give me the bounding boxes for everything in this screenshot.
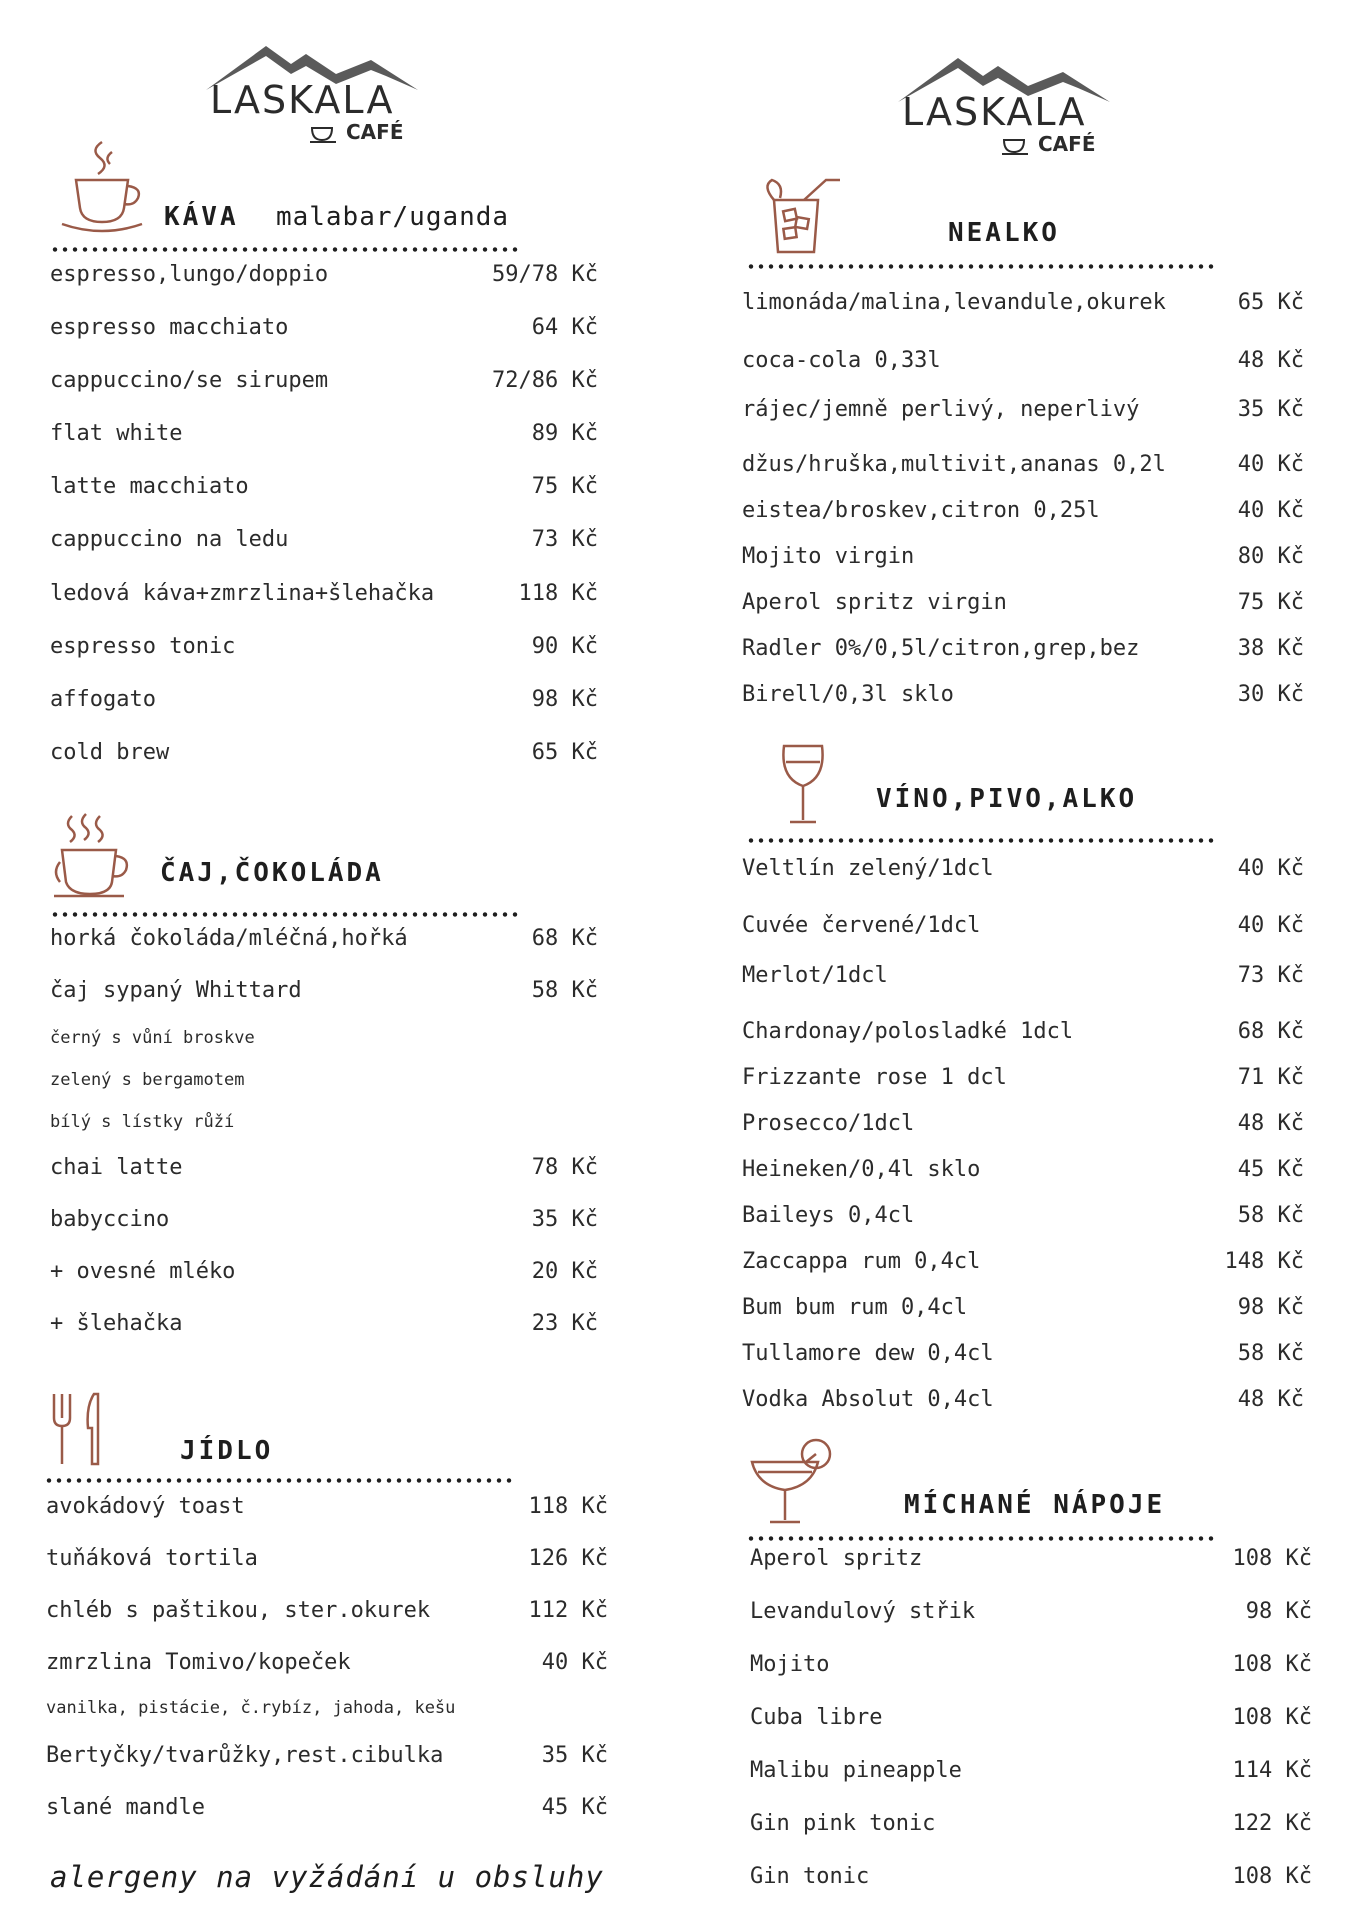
item-price: 23 Kč: [531, 1311, 598, 1336]
section-title-text: KÁVA: [164, 202, 239, 232]
logo-cafe: CAFÉ: [1038, 132, 1096, 156]
item-name: + šlehačka: [50, 1311, 183, 1336]
item-name: Aperol spritz: [750, 1546, 923, 1571]
item-price: 108 Kč: [1232, 1864, 1312, 1889]
item-name: horká čokoláda/mléčná,hořká: [50, 926, 408, 951]
item-price: 98 Kč: [1237, 1295, 1304, 1320]
menu-item: [742, 1157, 1304, 1182]
item-name: flat white: [50, 421, 183, 446]
menu-item: [742, 290, 1304, 315]
item-price: 78 Kč: [531, 1155, 598, 1180]
item-name: eistea/broskev,citron 0,25l: [742, 498, 1100, 523]
item-name: Zaccappa rum 0,4cl: [742, 1249, 981, 1274]
menu-item: [50, 421, 598, 446]
item-price: 112 Kč: [528, 1598, 608, 1623]
menu-item: [742, 1249, 1304, 1274]
divider: [746, 1536, 1216, 1541]
item-name: džus/hruška,multivit,ananas 0,2l: [742, 452, 1166, 477]
item-name: ledová káva+zmrzlina+šlehačka: [50, 581, 435, 606]
logo-cup-icon: [1000, 136, 1034, 156]
menu-item: [50, 262, 598, 287]
item-name: espresso tonic: [50, 634, 236, 659]
menu-item: [50, 1155, 598, 1180]
item-name: Bertyčky/tvarůžky,rest.cibulka: [46, 1743, 444, 1768]
menu-item: [742, 348, 1304, 373]
item-name: limonáda/malina,levandule,okurek: [742, 290, 1166, 315]
item-price: 20 Kč: [531, 1259, 598, 1284]
item-price: 80 Kč: [1237, 544, 1304, 569]
item-price: 89 Kč: [531, 421, 598, 446]
menu-item: [742, 856, 1304, 881]
item-name: + ovesné mléko: [50, 1259, 236, 1284]
logo-name: LASKALA: [210, 78, 395, 122]
menu-item: [50, 687, 598, 712]
item-price: 90 Kč: [531, 634, 598, 659]
item-price: 72/86 Kč: [492, 368, 598, 393]
menu-item: [50, 1207, 598, 1232]
logo-name: LASKALA: [902, 90, 1087, 134]
item-price: 122 Kč: [1232, 1811, 1312, 1836]
section-title-caj: ČAJ,ČOKOLÁDA: [160, 858, 384, 888]
item-name: Bum bum rum 0,4cl: [742, 1295, 968, 1320]
tea-note: bílý s lístky růží: [50, 1112, 235, 1132]
menu-item: [46, 1546, 608, 1571]
item-name: Radler 0%/0,5l/citron,grep,bez: [742, 636, 1140, 661]
item-name: Birell/0,3l sklo: [742, 682, 954, 707]
menu-item: [750, 1652, 1312, 1677]
menu-item: [742, 397, 1304, 422]
item-name: Tullamore dew 0,4cl: [742, 1341, 994, 1366]
section-title-kava: [164, 202, 509, 232]
menu-item: [742, 590, 1304, 615]
item-name: Gin tonic: [750, 1864, 870, 1889]
item-name: Veltlín zelený/1dcl: [742, 856, 994, 881]
item-price: 75 Kč: [1237, 590, 1304, 615]
menu-item: [46, 1650, 608, 1675]
item-price: 108 Kč: [1232, 1705, 1312, 1730]
menu-item: [742, 1387, 1304, 1412]
menu-item: [50, 474, 598, 499]
item-name: tuňáková tortila: [46, 1546, 258, 1571]
section-subtitle: malabar/uganda: [275, 202, 510, 232]
item-price: 68 Kč: [1237, 1019, 1304, 1044]
section-title-vino: VÍNO,PIVO,ALKO: [876, 784, 1138, 814]
tea-cup-icon: [50, 812, 136, 902]
item-price: 40 Kč: [1237, 452, 1304, 477]
item-price: 58 Kč: [1237, 1203, 1304, 1228]
item-name: Mojito: [750, 1652, 830, 1677]
item-name: babyccino: [50, 1207, 170, 1232]
item-name: Cuba libre: [750, 1705, 883, 1730]
menu-item: [742, 1111, 1304, 1136]
item-price: 40 Kč: [1237, 498, 1304, 523]
item-price: 48 Kč: [1237, 1387, 1304, 1412]
item-price: 73 Kč: [1237, 963, 1304, 988]
tea-note: zelený s bergamotem: [50, 1070, 245, 1090]
menu-item: [750, 1758, 1312, 1783]
item-name: Heineken/0,4l sklo: [742, 1157, 981, 1182]
logo-cup-icon: [308, 124, 342, 144]
item-name: Frizzante rose 1 dcl: [742, 1065, 1007, 1090]
item-name: Baileys 0,4cl: [742, 1203, 915, 1228]
menu-item: [50, 527, 598, 552]
tea-note: černý s vůní broskve: [50, 1028, 255, 1048]
item-price: 148 Kč: [1224, 1249, 1304, 1274]
item-price: 65 Kč: [1237, 290, 1304, 315]
item-price: 35 Kč: [531, 1207, 598, 1232]
item-price: 40 Kč: [541, 1650, 608, 1675]
menu-item: [742, 452, 1304, 477]
allergen-note: alergeny na vyžádání u obsluhy: [50, 1860, 604, 1894]
menu-item: [750, 1811, 1312, 1836]
item-price: 98 Kč: [1245, 1599, 1312, 1624]
menu-item: [50, 634, 598, 659]
item-name: Mojito virgin: [742, 544, 915, 569]
item-price: 98 Kč: [531, 687, 598, 712]
logo-left: [196, 38, 426, 158]
item-price: 48 Kč: [1237, 1111, 1304, 1136]
item-name: latte macchiato: [50, 474, 249, 499]
item-name: Cuvée červené/1dcl: [742, 913, 981, 938]
menu-item: [46, 1598, 608, 1623]
item-price: 118 Kč: [528, 1494, 608, 1519]
item-price: 35 Kč: [1237, 397, 1304, 422]
menu-item: [50, 315, 598, 340]
menu-item: [50, 1311, 598, 1336]
item-name: Malibu pineapple: [750, 1758, 962, 1783]
menu-item: [750, 1864, 1312, 1889]
menu-item: [46, 1795, 608, 1820]
item-name: cold brew: [50, 740, 170, 765]
menu-item: [50, 368, 598, 393]
item-price: 65 Kč: [531, 740, 598, 765]
item-name: Prosecco/1dcl: [742, 1111, 915, 1136]
menu-item: [742, 682, 1304, 707]
item-price: 45 Kč: [1237, 1157, 1304, 1182]
item-price: 118 Kč: [518, 581, 598, 606]
item-price: 40 Kč: [1237, 856, 1304, 881]
item-price: 75 Kč: [531, 474, 598, 499]
item-name: avokádový toast: [46, 1494, 245, 1519]
menu-item: [742, 544, 1304, 569]
item-price: 38 Kč: [1237, 636, 1304, 661]
item-price: 126 Kč: [528, 1546, 608, 1571]
menu-item: [742, 963, 1304, 988]
cocktail-icon: [748, 1438, 832, 1528]
menu-item: [50, 926, 598, 951]
soft-drink-icon: [762, 176, 842, 256]
ice-cream-flavors: vanilka, pistácie, č.rybíz, jahoda, kešu: [46, 1698, 456, 1718]
divider: [50, 247, 520, 252]
menu-item: [46, 1494, 608, 1519]
logo-cafe: CAFÉ: [346, 120, 404, 144]
section-title-jidlo: JÍDLO: [180, 1436, 274, 1466]
item-name: cappuccino/se sirupem: [50, 368, 329, 393]
item-name: Merlot/1dcl: [742, 963, 888, 988]
menu-item: [742, 913, 1304, 938]
item-price: 58 Kč: [531, 978, 598, 1003]
item-name: zmrzlina Tomivo/kopeček: [46, 1650, 351, 1675]
item-name: cappuccino na ledu: [50, 527, 289, 552]
menu-item: [742, 1341, 1304, 1366]
item-name: slané mandle: [46, 1795, 205, 1820]
menu-item: [50, 740, 598, 765]
divider: [746, 264, 1216, 269]
menu-item: [50, 978, 598, 1003]
item-name: Levandulový střik: [750, 1599, 976, 1624]
menu-item: [46, 1743, 608, 1768]
item-price: 48 Kč: [1237, 348, 1304, 373]
menu-item: [742, 1295, 1304, 1320]
menu-item: [742, 1203, 1304, 1228]
item-name: Vodka Absolut 0,4cl: [742, 1387, 994, 1412]
cutlery-icon: [50, 1392, 110, 1468]
item-name: čaj sypaný Whittard: [50, 978, 302, 1003]
logo-right: [888, 50, 1118, 170]
menu-item: [750, 1705, 1312, 1730]
divider: [44, 1478, 514, 1483]
item-name: Gin pink tonic: [750, 1811, 936, 1836]
section-title-michane: MÍCHANÉ NÁPOJE: [904, 1490, 1166, 1520]
item-name: espresso macchiato: [50, 315, 289, 340]
section-title-nealko: NEALKO: [948, 218, 1060, 248]
item-name: coca-cola 0,33l: [742, 348, 941, 373]
menu-item: [750, 1599, 1312, 1624]
item-name: espresso,lungo/doppio: [50, 262, 329, 287]
menu-item: [742, 1065, 1304, 1090]
item-price: 68 Kč: [531, 926, 598, 951]
item-name: Aperol spritz virgin: [742, 590, 1007, 615]
item-name: rájec/jemně perlivý, neperlivý: [742, 397, 1140, 422]
menu-item: [742, 1019, 1304, 1044]
menu-item: [742, 636, 1304, 661]
item-price: 108 Kč: [1232, 1546, 1312, 1571]
item-price: 71 Kč: [1237, 1065, 1304, 1090]
menu-item: [742, 498, 1304, 523]
item-price: 45 Kč: [541, 1795, 608, 1820]
wine-glass-icon: [778, 742, 828, 826]
menu-item: [50, 581, 598, 606]
item-price: 64 Kč: [531, 315, 598, 340]
item-name: Chardonay/polosladké 1dcl: [742, 1019, 1074, 1044]
menu-item: [750, 1546, 1312, 1571]
item-price: 35 Kč: [541, 1743, 608, 1768]
menu-item: [50, 1259, 598, 1284]
item-price: 30 Kč: [1237, 682, 1304, 707]
divider: [746, 838, 1216, 843]
coffee-cup-icon: [56, 138, 146, 234]
item-name: affogato: [50, 687, 156, 712]
item-price: 59/78 Kč: [492, 262, 598, 287]
item-price: 108 Kč: [1232, 1652, 1312, 1677]
item-price: 40 Kč: [1237, 913, 1304, 938]
item-name: chléb s paštikou, ster.okurek: [46, 1598, 431, 1623]
item-price: 114 Kč: [1232, 1758, 1312, 1783]
divider: [50, 912, 520, 917]
item-name: chai latte: [50, 1155, 183, 1180]
item-price: 73 Kč: [531, 527, 598, 552]
item-price: 58 Kč: [1237, 1341, 1304, 1366]
